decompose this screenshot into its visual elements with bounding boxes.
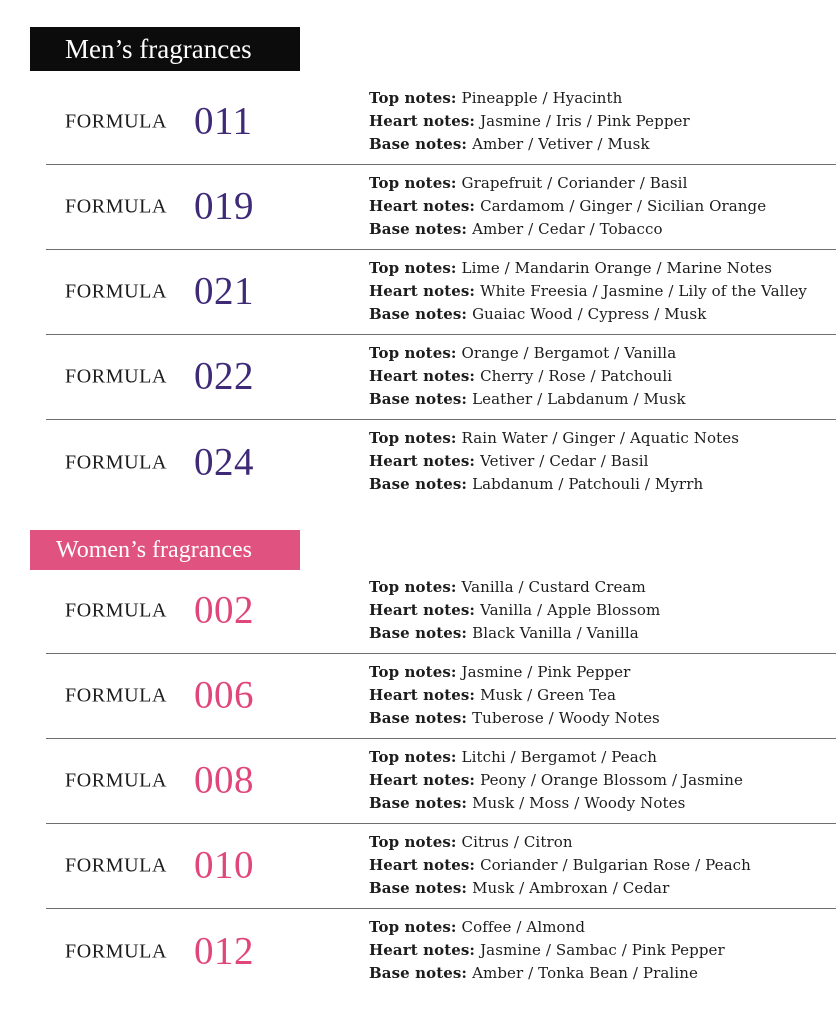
- notes-block: [369, 172, 766, 241]
- top-notes-value: Jasmine / Pink Pepper: [461, 663, 631, 681]
- base-notes-value: Tuberose / Woody Notes: [472, 709, 660, 727]
- top-notes-line: [369, 427, 739, 450]
- base-notes-label: Base notes:: [369, 135, 468, 153]
- top-notes-line: [369, 172, 766, 195]
- heart-notes-label: Heart notes:: [369, 367, 476, 385]
- notes-block: [369, 661, 660, 730]
- top-notes-label: Top notes:: [369, 429, 457, 447]
- base-notes-label: Base notes:: [369, 390, 468, 408]
- top-notes-label: Top notes:: [369, 918, 457, 936]
- top-notes-label: Top notes:: [369, 748, 457, 766]
- top-notes-value: Pineapple / Hyacinth: [461, 89, 623, 107]
- heart-notes-label: Heart notes:: [369, 197, 476, 215]
- formula-label: FORMULA: [65, 854, 167, 877]
- formula-row: [46, 80, 836, 165]
- base-notes-value: Amber / Tonka Bean / Praline: [472, 964, 698, 982]
- formula-number: 022: [194, 354, 254, 398]
- base-notes-line: [369, 622, 660, 645]
- base-notes-label: Base notes:: [369, 794, 468, 812]
- heart-notes-label: Heart notes:: [369, 601, 476, 619]
- notes-block: [369, 342, 686, 411]
- top-notes-line: [369, 87, 690, 110]
- notes-block: [369, 576, 660, 645]
- base-notes-line: [369, 133, 690, 156]
- top-notes-value: Lime / Mandarin Orange / Marine Notes: [461, 259, 773, 277]
- formula-label: FORMULA: [65, 280, 167, 303]
- heart-notes-value: Cardamom / Ginger / Sicilian Orange: [480, 197, 767, 215]
- base-notes-label: Base notes:: [369, 220, 468, 238]
- notes-block: [369, 87, 690, 156]
- top-notes-value: Grapefruit / Coriander / Basil: [461, 174, 688, 192]
- base-notes-line: [369, 218, 766, 241]
- formula-number: 011: [194, 99, 253, 143]
- heart-notes-line: [369, 599, 660, 622]
- top-notes-label: Top notes:: [369, 833, 457, 851]
- formula-row: [46, 420, 836, 505]
- formula-label: FORMULA: [65, 365, 167, 388]
- heart-notes-label: Heart notes:: [369, 112, 476, 130]
- formula-number: 012: [194, 929, 254, 973]
- base-notes-line: [369, 388, 686, 411]
- formula-number: 010: [194, 843, 254, 887]
- heart-notes-line: [369, 684, 660, 707]
- base-notes-value: Black Vanilla / Vanilla: [472, 624, 639, 642]
- base-notes-value: Leather / Labdanum / Musk: [472, 390, 686, 408]
- top-notes-value: Vanilla / Custard Cream: [461, 578, 646, 596]
- top-notes-value: Rain Water / Ginger / Aquatic Notes: [461, 429, 740, 447]
- formula-number: 006: [194, 673, 254, 717]
- base-notes-value: Labdanum / Patchouli / Myrrh: [472, 475, 704, 493]
- womens-fragrances-heading: Women’s fragrances: [30, 530, 300, 570]
- heart-notes-line: [369, 854, 751, 877]
- formula-number: 024: [194, 440, 254, 484]
- top-notes-label: Top notes:: [369, 174, 457, 192]
- heart-notes-line: [369, 769, 743, 792]
- base-notes-label: Base notes:: [369, 624, 468, 642]
- base-notes-value: Musk / Moss / Woody Notes: [472, 794, 686, 812]
- notes-block: [369, 427, 739, 496]
- formula-label: FORMULA: [65, 684, 167, 707]
- top-notes-label: Top notes:: [369, 344, 457, 362]
- top-notes-label: Top notes:: [369, 89, 457, 107]
- top-notes-line: [369, 746, 743, 769]
- base-notes-label: Base notes:: [369, 709, 468, 727]
- formula-row: [46, 569, 836, 654]
- formula-label: FORMULA: [65, 451, 167, 473]
- formula-number: 008: [194, 758, 254, 802]
- formula-row: [46, 739, 836, 824]
- heart-notes-value: Jasmine / Iris / Pink Pepper: [480, 112, 690, 130]
- base-notes-value: Guaiac Wood / Cypress / Musk: [472, 305, 707, 323]
- notes-block: [369, 746, 743, 815]
- mens-fragrances-heading: Men’s fragrances: [30, 27, 300, 71]
- heart-notes-value: Cherry / Rose / Patchouli: [480, 367, 673, 385]
- heart-notes-value: Musk / Green Tea: [480, 686, 617, 704]
- base-notes-label: Base notes:: [369, 475, 468, 493]
- formula-row: [46, 654, 836, 739]
- top-notes-value: Litchi / Bergamot / Peach: [461, 748, 658, 766]
- formula-label: FORMULA: [65, 110, 167, 133]
- top-notes-line: [369, 576, 660, 599]
- formula-row: [46, 335, 836, 420]
- base-notes-label: Base notes:: [369, 305, 468, 323]
- top-notes-line: [369, 661, 660, 684]
- heart-notes-label: Heart notes:: [369, 452, 476, 470]
- formula-label: FORMULA: [65, 599, 167, 622]
- heart-notes-value: White Freesia / Jasmine / Lily of the Valley: [480, 282, 807, 300]
- top-notes-line: [369, 916, 725, 939]
- notes-block: [369, 916, 725, 985]
- top-notes-value: Citrus / Citron: [461, 833, 573, 851]
- formula-label: FORMULA: [65, 769, 167, 792]
- heart-notes-line: [369, 195, 766, 218]
- top-notes-label: Top notes:: [369, 259, 457, 277]
- heart-notes-line: [369, 450, 739, 473]
- top-notes-line: [369, 257, 807, 280]
- heart-notes-line: [369, 110, 690, 133]
- formula-number: 021: [194, 269, 254, 313]
- top-notes-value: Orange / Bergamot / Vanilla: [461, 344, 677, 362]
- top-notes-label: Top notes:: [369, 578, 457, 596]
- heart-notes-label: Heart notes:: [369, 686, 476, 704]
- heart-notes-value: Jasmine / Sambac / Pink Pepper: [480, 941, 725, 959]
- heart-notes-line: [369, 280, 807, 303]
- top-notes-line: [369, 831, 751, 854]
- formula-number: 002: [194, 588, 254, 632]
- heart-notes-label: Heart notes:: [369, 771, 476, 789]
- base-notes-value: Amber / Cedar / Tobacco: [472, 220, 663, 238]
- base-notes-label: Base notes:: [369, 879, 468, 897]
- base-notes-line: [369, 303, 807, 326]
- base-notes-line: [369, 792, 743, 815]
- formula-number: 019: [194, 184, 254, 228]
- base-notes-line: [369, 707, 660, 730]
- heart-notes-value: Vetiver / Cedar / Basil: [480, 452, 649, 470]
- womens-formula-list: [46, 569, 836, 994]
- base-notes-value: Amber / Vetiver / Musk: [472, 135, 650, 153]
- formula-row: [46, 824, 836, 909]
- top-notes-label: Top notes:: [369, 663, 457, 681]
- heart-notes-label: Heart notes:: [369, 941, 476, 959]
- base-notes-value: Musk / Ambroxan / Cedar: [472, 879, 670, 897]
- heart-notes-value: Coriander / Bulgarian Rose / Peach: [480, 856, 751, 874]
- heart-notes-label: Heart notes:: [369, 856, 476, 874]
- base-notes-line: [369, 473, 739, 496]
- notes-block: [369, 257, 807, 326]
- heart-notes-line: [369, 365, 686, 388]
- heart-notes-label: Heart notes:: [369, 282, 476, 300]
- notes-block: [369, 831, 751, 900]
- heart-notes-value: Vanilla / Apple Blossom: [480, 601, 661, 619]
- mens-formula-list: [46, 80, 836, 505]
- base-notes-line: [369, 962, 725, 985]
- formula-row: [46, 909, 836, 994]
- formula-row: [46, 250, 836, 335]
- formula-row: [46, 165, 836, 250]
- base-notes-label: Base notes:: [369, 964, 468, 982]
- top-notes-value: Coffee / Almond: [461, 918, 586, 936]
- top-notes-line: [369, 342, 686, 365]
- formula-label: FORMULA: [65, 940, 167, 962]
- heart-notes-value: Peony / Orange Blossom / Jasmine: [480, 771, 743, 789]
- base-notes-line: [369, 877, 751, 900]
- heart-notes-line: [369, 939, 725, 962]
- formula-label: FORMULA: [65, 195, 167, 218]
